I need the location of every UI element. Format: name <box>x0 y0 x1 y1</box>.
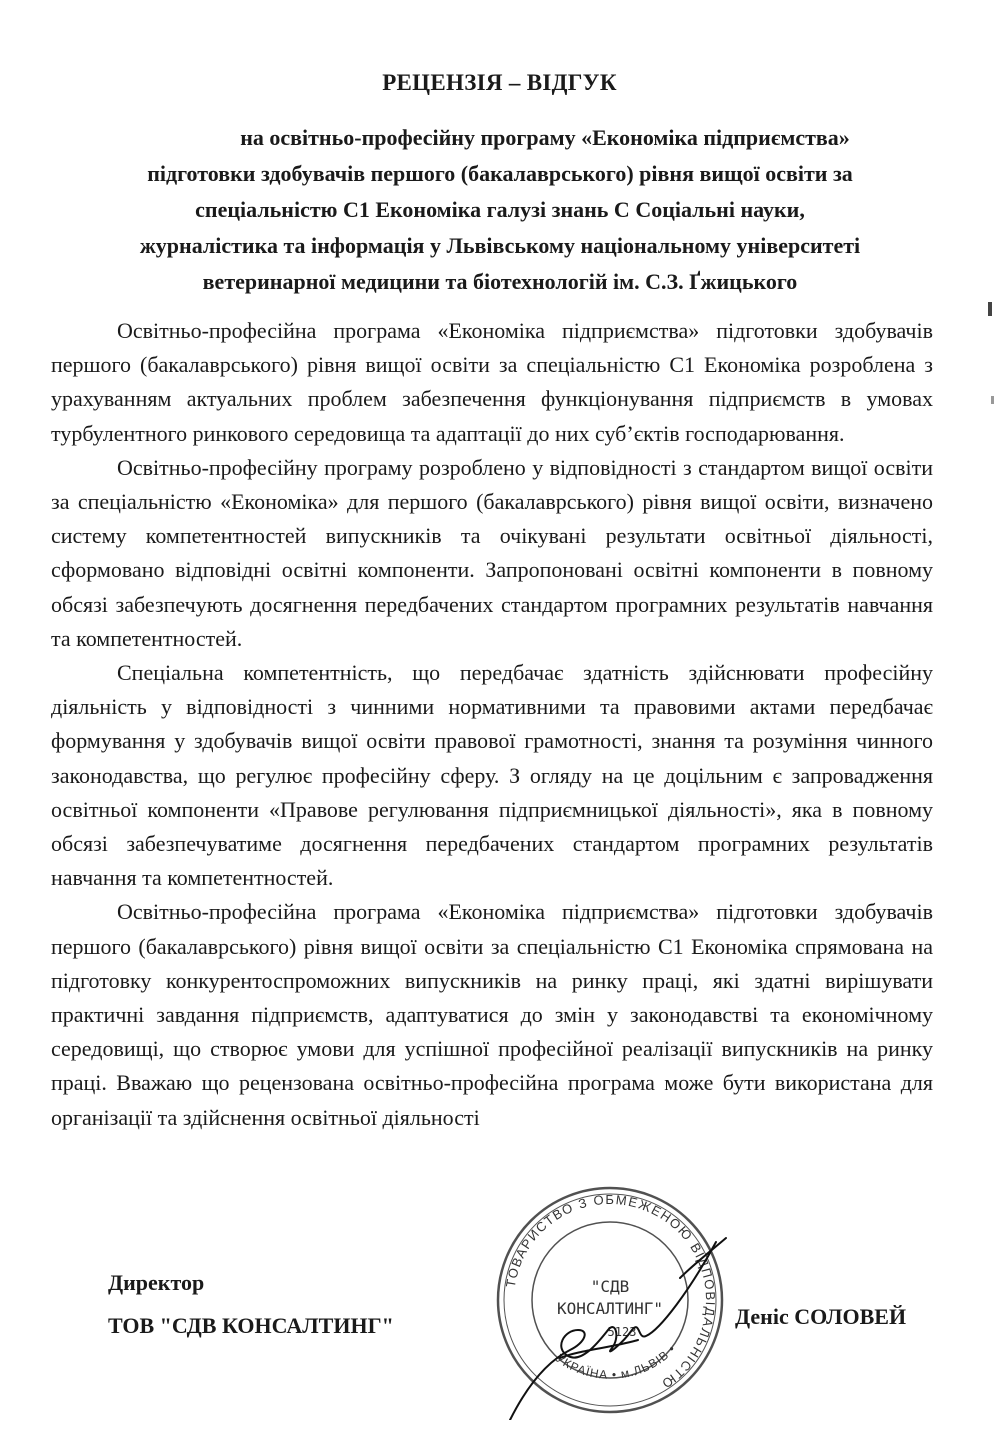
stamp-inner-line1: "СДВ <box>590 1277 630 1296</box>
scan-artifact <box>991 396 994 404</box>
scan-artifact <box>988 302 992 316</box>
document-title: РЕЦЕНЗІЯ – ВІДГУК <box>382 70 617 95</box>
stamp-inner-line2: КОНСАЛТИНГ" <box>557 1299 663 1318</box>
signatory-role: Директор <box>108 1270 205 1295</box>
document-body <box>51 314 933 1135</box>
subtitle-line: журналістика та інформація у Львівському національному університеті <box>139 233 861 258</box>
signatory-name: Деніс СОЛОВЕЙ <box>735 1304 907 1329</box>
body-paragraph: Спеціальна компетентність, що передбачає здатність здійснювати професійну діяльність у відповідності з чинними нормативними та правовими актами передбачає формування у здобувачів вищої освіти правової грамотності, знання та розуміння чинного законодавства, що регулює професійну сферу. З огляду на це доцільним є запровадження освітньої компоненти «Правове регулювання підприємницької діяльності», яка в повному обсязі забезпечуватиме досягнення передбачених стандартом програмних результатів навчання та компетентностей. <box>51 660 933 891</box>
subtitle-line: ветеринарної медицини та біотехнологій ім. С.З. Ґжицького <box>202 269 798 294</box>
signature-block <box>0 1191 999 1447</box>
body-paragraph: Освітньо-професійну програму розроблено у відповідності з стандартом вищої освіти за спеціальністю «Економіка» для першого (бакалаврського) рівня вищої освіти, визначено систему компетентностей випускників та очікувані результати освітньої діяльності, сформовано відповідні освітні компоненти. Запропоновані освітні компоненти в повному обсязі забезпечують досягнення передбачених стандартом програмних результатів навчання та компетентностей. <box>51 454 933 651</box>
stamp-bottom-text: УКРАЇНА • м.ЛЬВІВ • <box>553 1341 679 1382</box>
body-paragraph: Освітньо-професійна програма «Економіка підприємства» підготовки здобувачів першого (бакалаврського) рівня вищої освіти за спеціальністю С1 Економіка розроблена з урахуванням актуальних проблем забезпечення функціонування підприємств в умовах турбулентного ринкового середовища та адаптації до них суб’єктів господарювання. <box>51 318 933 446</box>
document-subtitle <box>60 120 940 300</box>
body-paragraph: Освітньо-професійна програма «Економіка підприємства» підготовки здобувачів першого (бакалаврського) рівня вищої освіти за спеціальністю С1 Економіка спрямована на підготовку конкурентоспроможних випускників на ринку праці, які здатні вирішувати практичні завдання підприємств, адаптуватися до змін у законодавстві та економічному середовищі, що створює умови для успішної професійної реалізації випускників на ринку праці. Вважаю що рецензована освітньо-професійна програма може бути використана для організації та здійснення освітньої діяльності <box>51 899 933 1130</box>
subtitle-line: спеціальністю С1 Економіка галузі знань С Соціальні науки, <box>195 197 805 222</box>
subtitle-line: на освітньо-професійну програму «Економіка підприємства» <box>240 125 850 150</box>
stamp-code: 5123 <box>607 1325 637 1339</box>
stamp-outer-text: ТОВАРИСТВО З ОБМЕЖЕНОЮ ВІДПОВІДАЛЬНІСТЮ <box>502 1191 719 1393</box>
subtitle-line: підготовки здобувачів першого (бакалаврського) рівня вищої освіти за <box>147 161 853 186</box>
signatory-company: ТОВ "СДВ КОНСАЛТИНГ" <box>108 1313 394 1338</box>
company-stamp <box>490 1180 730 1420</box>
